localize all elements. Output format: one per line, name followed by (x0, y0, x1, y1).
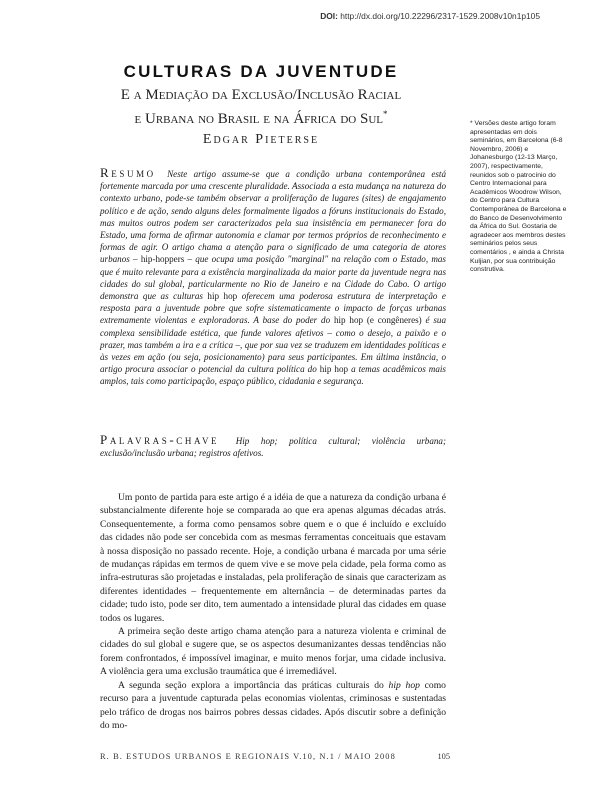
abstract-hiphop-term-4: hip hop (319, 364, 349, 375)
abstract-text-3: oferecem uma poderosa estrutura de interpretação e resposta para a juventude pobre que sofre sistematicamente o impacto de forças urbanas extremamente violentas e exploradoras. A base do poder do (100, 291, 446, 326)
keywords-text: Hip hop; política cultural; violência urbana; exclusão/inclusão urbana; registros afetivos. (100, 436, 446, 459)
keywords-label: Palavras-chave (100, 432, 220, 447)
abstract-text-1: Neste artigo assume-se que a condição urbana contemporânea está fortemente marcada por uma crescente pluralidade. Associada a esta mudança na natureza do contexto urbano, pode-se também observar a proliferação de lugares (sites) de engajamento político e de ação, sendo alguns deles formalmente ligados a fóruns institucionais do Estado, mas muitos outros podem ser caracterizados pela sua insistência em permanecer fora do Estado, uma forma de afirmar autonomia e clamar por termos próprios de reconhecimento e formas de agir. O artigo chama a atenção para o significado de uma categoria de atores urbanos – (100, 169, 446, 265)
body-paragraph-3-end: como recurso para a juventude capturada pelas economias violentas, criminosas e sustentadas pelo tráfico de drogas nos bairros pobres dessas cidades. Após discutir sobre a definição do mo- (100, 679, 446, 731)
abstract-text-5: a temas acadêmicos mais amplos, tais como participação, espaço público, cidadania e segurança. (100, 364, 446, 387)
body-paragraph-2: A primeira seção deste artigo chama atenção para a natureza violenta e criminal de cidades do sul global e sugere que, se os aspectos desumanizantes dessas tendências não forem confrontados, é impossível imaginar, e muito menos forjar, uma cidade inclusiva. A violência gera uma exclusão traumática que é irremediável. (100, 626, 446, 678)
abstract-hiphop-term-3: hip hop (e congêneres) (333, 315, 422, 326)
body-hiphop-term: hip hop (388, 679, 420, 691)
footnote: * Versões deste artigo foram apresentadas em dois seminários, em Barcelona (6-8 Novembro, 2006) e Johanesburgo (12-13 Março, 2007), respectivamente, reunidos sob o patrocínio do Centro Internacional para Acadêmicos Woodrow Wilson, do Centro para Cultura Contemporânea de Barcelona e do Banco de Desenvolvimento da África do Sul. Gostaria de agradecer aos membros destes seminários pelos seus comentários , e ainda a Christa Kuljian, por sua contribuição construtiva. (470, 120, 567, 274)
article-title: CULTURAS DA JUVENTUDE (123, 62, 399, 81)
subtitle-line-1: E a Mediação da Exclusão/Inclusão Racial (120, 87, 402, 103)
abstract (100, 167, 446, 388)
body-paragraph-3-start: A segunda seção explora a importância das práticas culturais do (118, 679, 384, 691)
doi-label: DOI: (320, 11, 338, 21)
doi-link[interactable]: http://dx.doi.org/10.22296/2317-1529.2008v10n1p105 (340, 11, 540, 21)
article-subtitle (100, 86, 422, 129)
subtitle-line-2: e Urbana no Brasil e na África do Sul (134, 111, 383, 127)
footnote-marker: * (382, 109, 388, 119)
keywords (100, 434, 446, 459)
body-paragraph-1: Um ponto de partida para este artigo é a idéia de que a natureza da condição urbana é substancialmente diferente hoje se comparada ao que era apenas algumas décadas atrás. Consequentemente, a forma como pensamos sobre quem e o que é incluído e excluído das cidades não pode ser concebida com as mesmas ferramentas conceituais que estavam à nossa disposição no passado recente. Hoje, a condição urbana é marcada por uma série de mudanças rápidas em termos de quem vive e se move pela cidade, pela forma como as infra-estruturas são projetadas e instaladas, pela proliferação de sinais que caracterizam as diferentes identidades – frequentemente em alternância – de determinadas partes da cidade; tudo isto, pode ser dito, tem aumentado a intensidade plural das cidades em quase todos os lugares. (100, 492, 446, 624)
abstract-text-2: – que ocupa uma posição "marginal" na relação com o Estado, mas que é muito relevante para a existência marginalizada da maior parte da juventude negra nas cidades do sul global, particularmente no Rio de Janeiro e na Cidade do Cabo. O artigo demonstra que as culturas (100, 254, 446, 302)
doi-line (320, 11, 540, 21)
page-number: 105 (437, 752, 450, 761)
running-head: R. B. ESTUDOS URBANOS E REGIONAIS V.10, N.1 / MAIO 2008 (100, 752, 396, 761)
abstract-hiphop-term-1: hip-hoppers (140, 254, 185, 265)
author-name: Edgar Pieterse (202, 132, 320, 147)
abstract-label: Resumo (100, 165, 156, 180)
body-paragraph-3 (100, 679, 446, 733)
abstract-text-4: é sua complexa sensibilidade estética, que funde valores afetivos – como o desejo, a paixão e o prazer, mas também a ira e a crítica –, que por sua vez se traduzem em identidades políticas e às vezes em ação (ou seja, posicionamento) para seus participantes. Em última instância, o artigo procura associar o potencial da cultura política do (100, 315, 447, 375)
body-text (100, 491, 446, 732)
abstract-hiphop-term-2: hip hop (207, 291, 238, 302)
